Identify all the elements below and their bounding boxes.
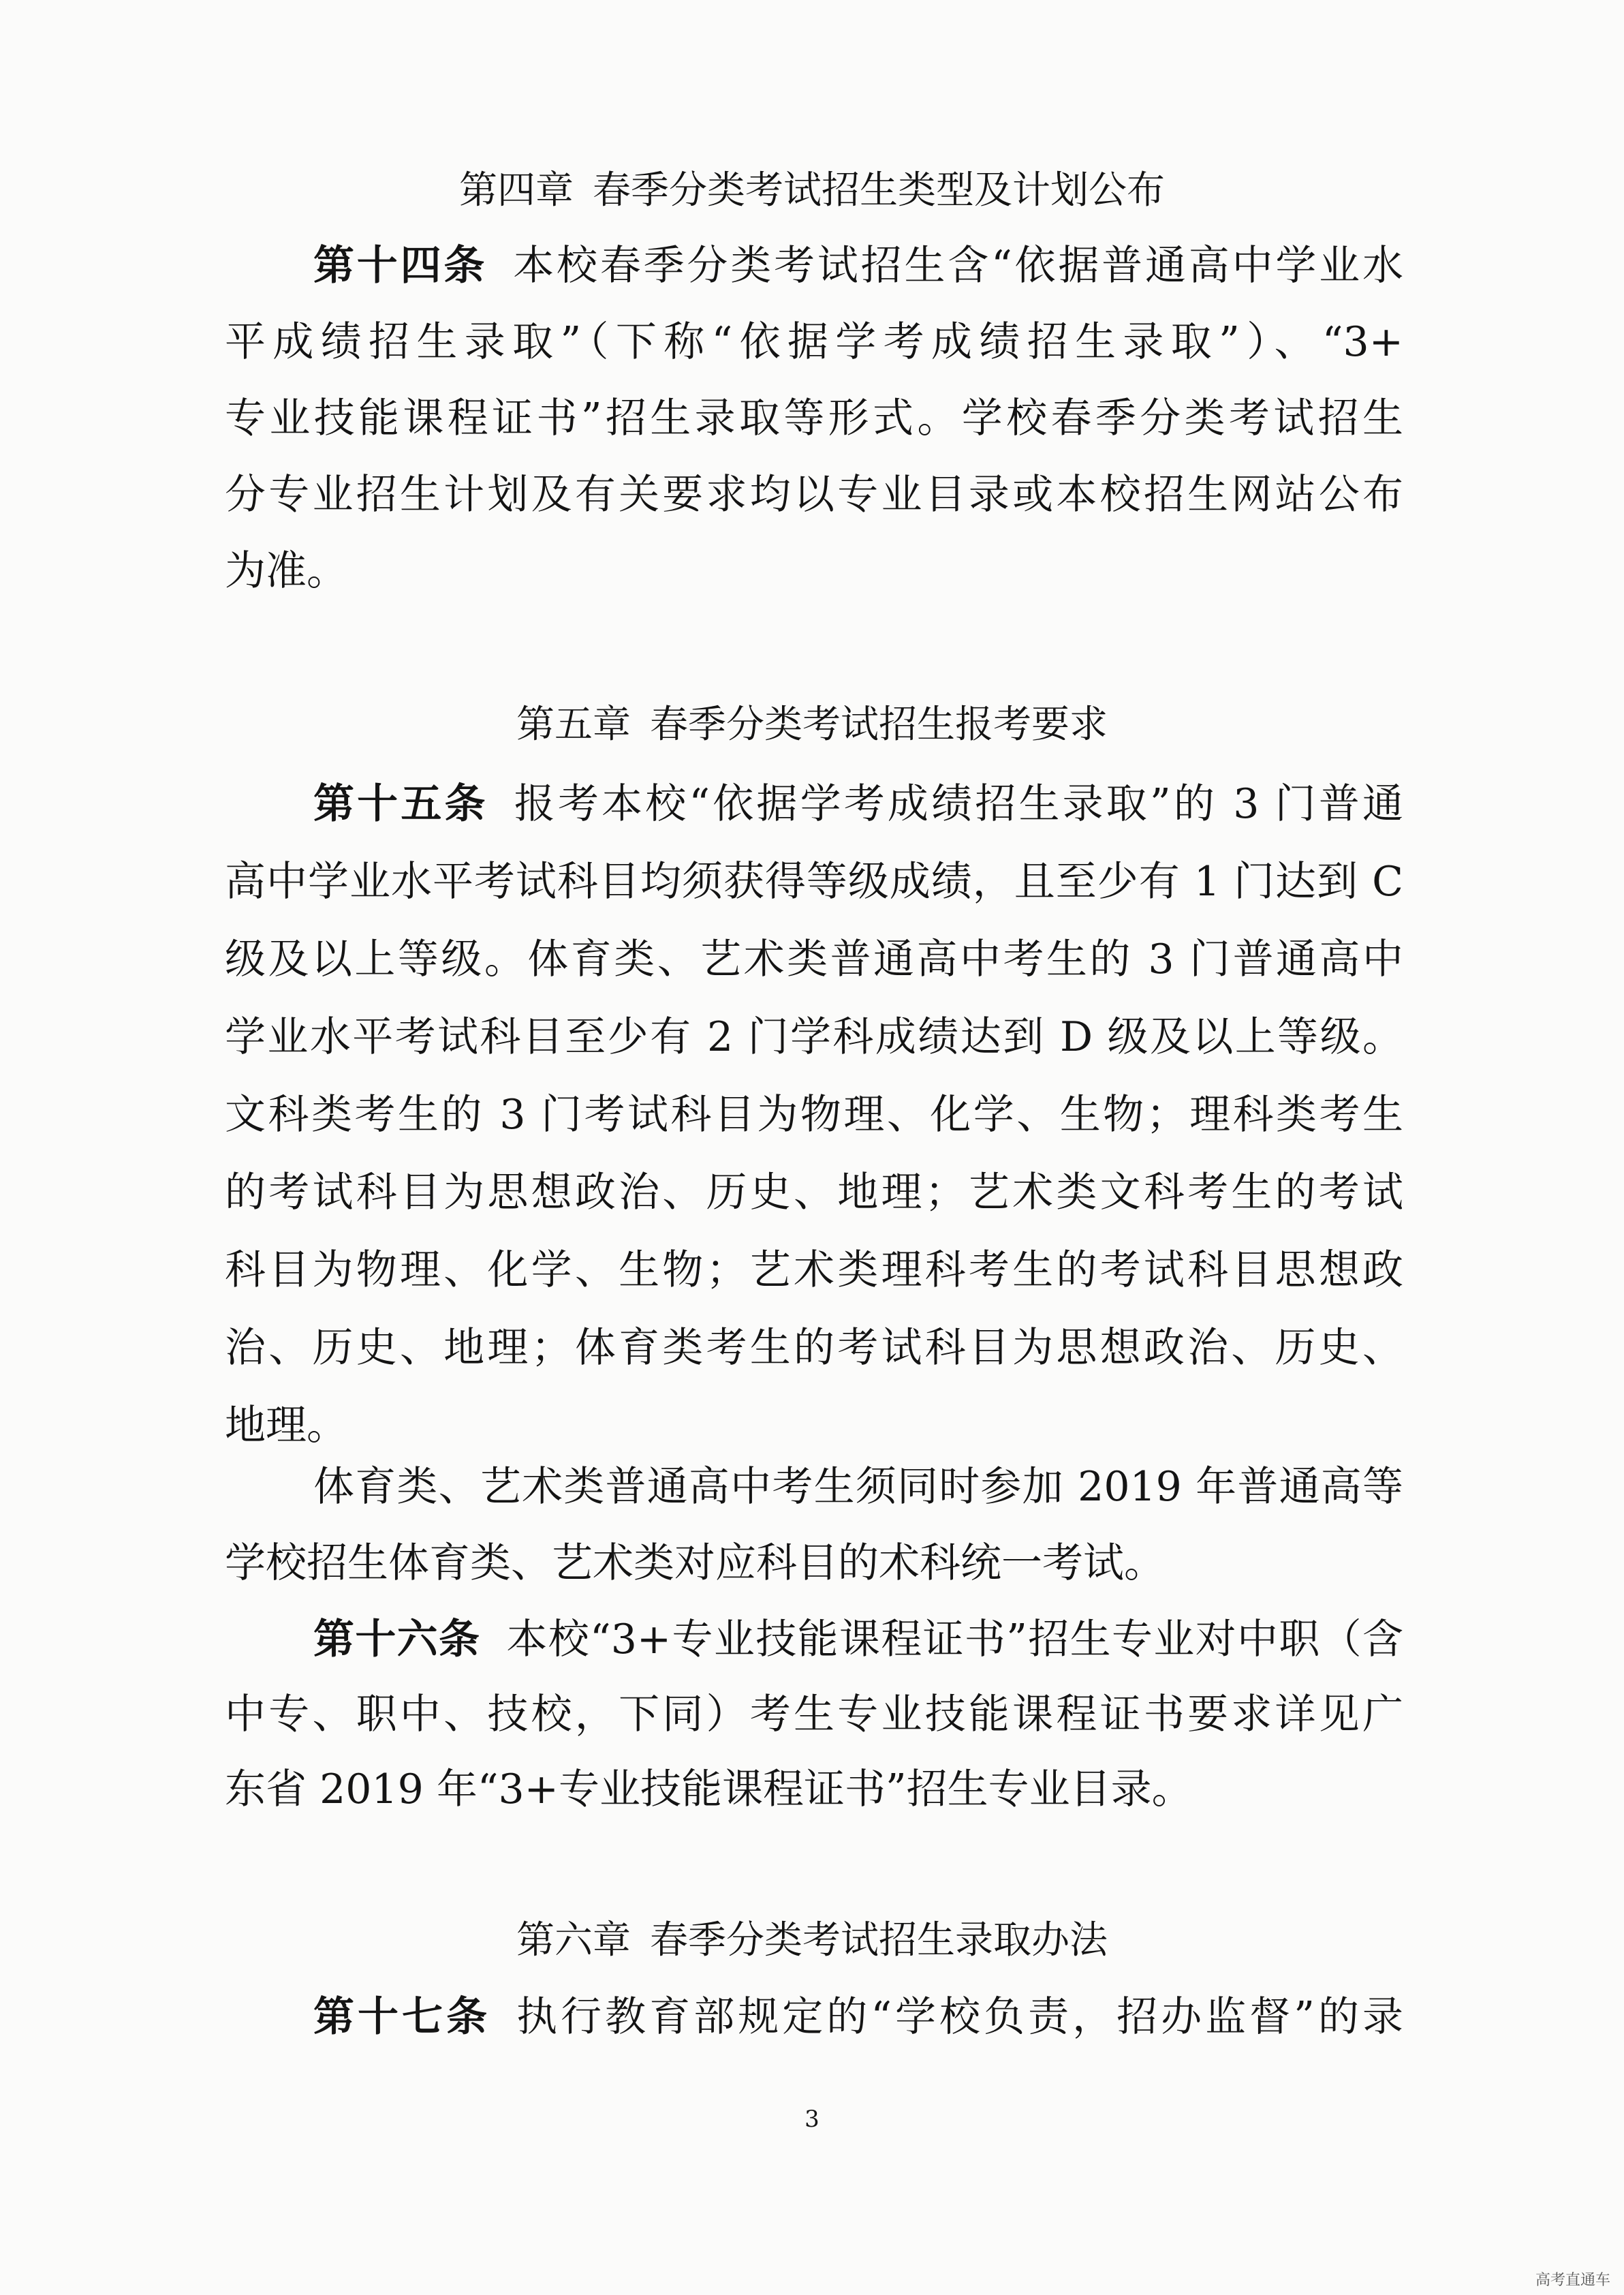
chapter-title: 春季分类考试招生类型及计划公布 (593, 168, 1165, 213)
paragraph-line (313, 228, 1403, 304)
chapter-number: 第四章 (459, 168, 574, 213)
chapter-heading (0, 164, 1624, 218)
paragraph-line (313, 1979, 1403, 2055)
paragraph-line: 高中学业水平考试科目均须获得等级成绩，且至少有 1 门达到 C (225, 858, 1403, 906)
line-text: 本校“3+专业技能课程证书”招生专业对中职（含 (506, 1616, 1404, 1663)
chapter-number: 第六章 (516, 1918, 631, 1962)
paragraph-line: 的考试科目为思想政治、历史、地理；艺术类文科考生的考试 (225, 1169, 1403, 1216)
line-text: 执行教育部规定的“学校负责，招办监督”的录 (516, 1993, 1403, 2041)
paragraph-line: 平成绩招生录取”（下称“依据学考成绩招生录取”）、“3+ (225, 318, 1403, 366)
paragraph-line: 级及以上等级。体育类、艺术类普通高中考生的 3 门普通高中 (225, 936, 1403, 983)
paragraph-line: 分专业招生计划及有关要求均以专业目录或本校招生网站公布 (225, 471, 1403, 519)
paragraph-line: 体育类、艺术类普通高中考生须同时参加 2019 年普通高等 (313, 1463, 1403, 1511)
chapter-title: 春季分类考试招生报考要求 (650, 703, 1108, 747)
paragraph-line (313, 766, 1403, 842)
paragraph-line: 治、历史、地理；体育类考生的考试科目为思想政治、历史、 (225, 1324, 1403, 1372)
line-text: 本校春季分类考试招生含“依据普通高中学业水 (513, 242, 1403, 290)
chapter-heading (0, 1913, 1624, 1968)
watermark-text: 高考直通车 (1535, 2272, 1610, 2289)
chapter-heading (0, 698, 1624, 752)
article-label: 第十四条 (313, 242, 488, 290)
chapter-number: 第五章 (516, 703, 631, 747)
paragraph-line: 学业水平考试科目至少有 2 门学科成绩达到 D 级及以上等级。 (225, 1013, 1403, 1061)
chapter-title: 春季分类考试招生录取办法 (650, 1918, 1108, 1962)
paragraph-line: 为准。 (225, 547, 347, 595)
article-label: 第十五条 (313, 780, 488, 828)
paragraph-line (313, 1601, 1403, 1678)
page-number: 3 (805, 2106, 819, 2133)
article-label: 第十六条 (313, 1616, 481, 1663)
paragraph-line: 地理。 (225, 1402, 347, 1449)
paragraph-line: 文科类考生的 3 门考试科目为物理、化学、生物；理科类考生 (225, 1091, 1403, 1139)
line-text: 报考本校“依据学考成绩招生录取”的 3 门普通 (514, 780, 1404, 828)
paragraph-line: 学校招生体育类、艺术类对应科目的术科统一考试。 (225, 1539, 1165, 1587)
paragraph-line: 专业技能课程证书”招生录取等形式。学校春季分类考试招生 (225, 395, 1403, 442)
paragraph-line: 科目为物理、化学、生物；艺术类理科考生的考试科目思想政 (225, 1246, 1403, 1294)
article-label: 第十七条 (313, 1993, 491, 2041)
paragraph-line: 中专、职中、技校，下同）考生专业技能课程证书要求详见广 (225, 1691, 1403, 1738)
paragraph-line: 东省 2019 年“3+专业技能课程证书”招生专业目录。 (225, 1766, 1193, 1813)
